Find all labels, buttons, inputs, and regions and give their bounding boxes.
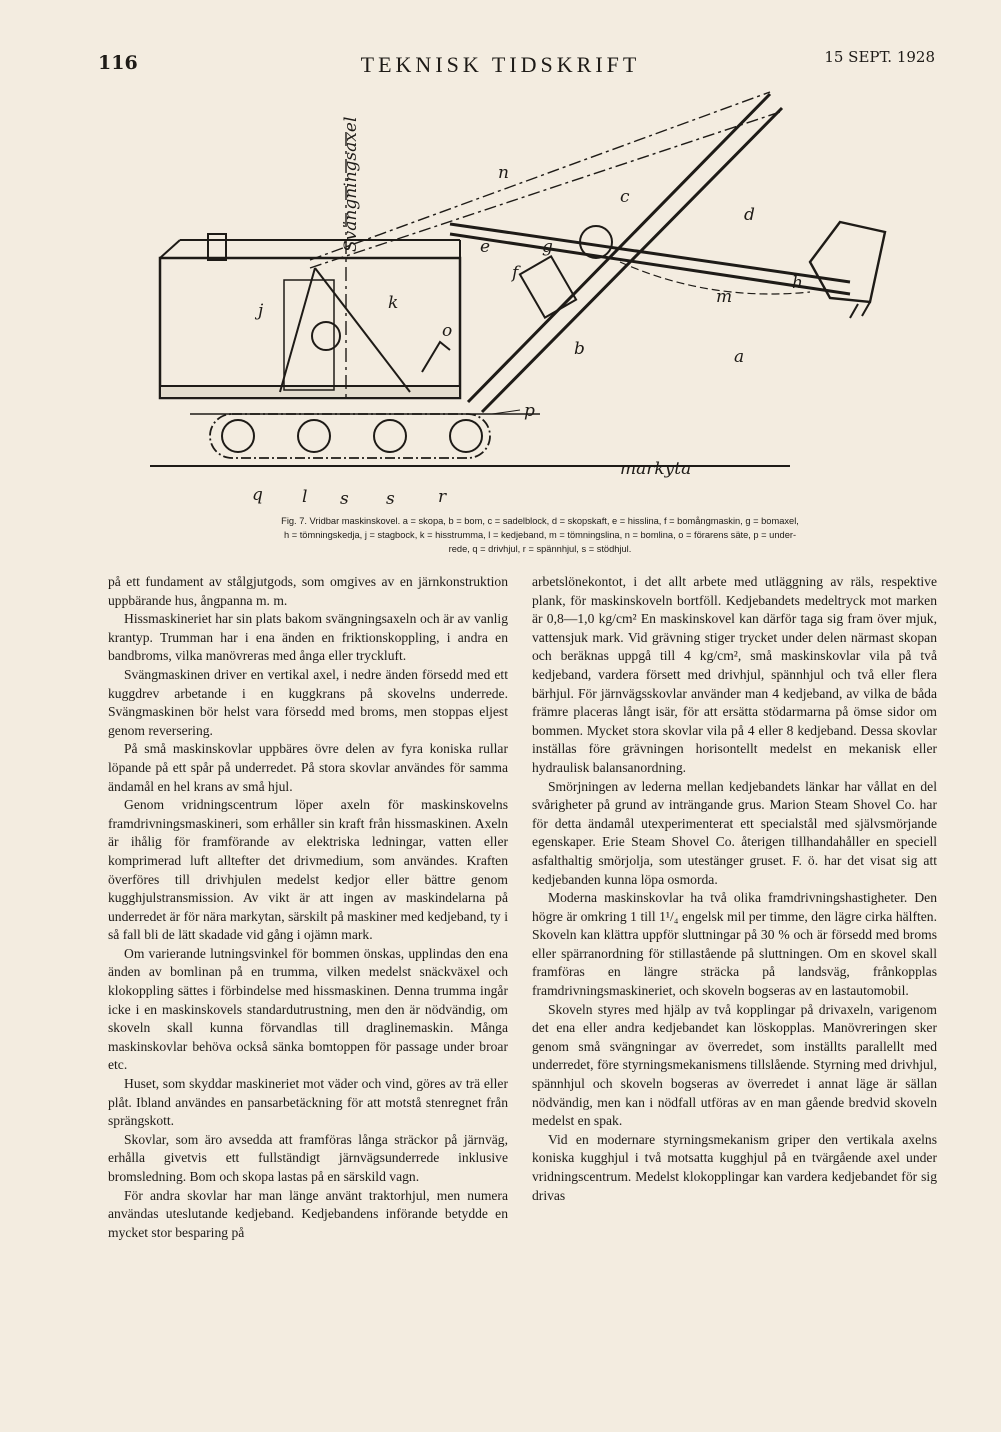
paragraph: Om varierande lutningsvinkel för bommen önskas, upplindas den ena änden av bomlinan på en trumma, vilken medelst snäckväxel och klokoppling sättes i förbindelse med hissmaskinen. Denna trumma ingår icke i en maskinskovels standardutrustning, men den är nödvändig, om skoveln skall kunna förvandlas till draglinemaskin. Många maskinskovlar behöva också sänka bomtoppen för passage under broar etc. — [108, 945, 508, 1073]
label-o: o — [442, 321, 453, 341]
label-k: k — [388, 293, 399, 313]
label-markyta: markyta — [620, 459, 692, 479]
paragraph: Skoveln styres med hjälp av två kopplingar på drivaxeln, varigenom det ena eller andra kedjebandet kan löskopplas. Manövreringen sker genom små svängningar av överredet, som inställts parallellt med underredet, före styrningsmekanismens tillslående. Styrning med drivhjul, spännhjul och skoveln bogseras av överredet i annat läge är sällan nödvändig, men kan i nödfall utföras av en man gående bredvid skoveln medelst en spak. — [532, 1001, 937, 1129]
label-e: e — [480, 237, 491, 257]
label-c: c — [620, 187, 630, 207]
a-frame-right — [315, 268, 410, 392]
right-column — [532, 573, 937, 1205]
chimney — [208, 234, 226, 260]
paragraph: Vid en modernare styrningsmekanism griper den vertikala axelns koniska kugghjul i två motsatta kugghjul på en tvärgående axel under vridningscentrum. Medelst klokopplingar kan vardera kedjebandet för sig drivas — [532, 1131, 937, 1203]
crawler-track — [210, 414, 490, 458]
journal-title: TEKNISK TIDSKRIFT — [360, 52, 641, 77]
dipper-stick — [450, 224, 850, 282]
caption-line-2: h = tömningskedja, j = stagbock, k = hisstrumma, l = kedjeband, m = tömningslina, n = bomlina, o = förarens säte, p = under- — [283, 530, 797, 540]
paragraph: Skovlar, som äro avsedda att framföras långa sträckor på järnväg, erhålla givetvis ett fullständigt järnvägsunderrede inklusive bromsledning. Bom och skopa lastas på en särskild vagn. — [108, 1131, 508, 1184]
support-wheel-1 — [298, 420, 330, 452]
boom-line — [310, 92, 770, 260]
label-a: a — [734, 347, 745, 367]
paragraph: på ett fundament av stålgjutgods, som omgives av en järnkonstruktion uppbärande hus, ångpanna m. m. — [108, 574, 508, 608]
left-column — [108, 573, 508, 1242]
bucket-teeth — [850, 302, 870, 318]
page-number: 116 — [98, 52, 138, 74]
label-s-1: s — [340, 489, 349, 509]
label-h: h — [792, 273, 803, 293]
machine-house — [160, 258, 460, 398]
label-s-2: s — [386, 489, 395, 509]
paragraph: Hissmaskineriet har sin plats bakom svängningsaxeln och är av vanlig krantyp. Trumman har i ena änden en friktionskoppling, i andra en bandbroms, vilka manövreras med ånga eller tryckluft. — [108, 611, 508, 664]
hoist-drum — [312, 322, 340, 350]
label-j: j — [258, 301, 264, 321]
idler-wheel — [450, 420, 482, 452]
issue-date: 15 SEPT. 1928 — [824, 48, 935, 66]
caption-line-1: Fig. 7. Vridbar maskinskovel. a = skopa, b = bom, c = sadelblock, d = skopskaft, e = hisslina, f = bomångmaskin, g = bomaxel, — [281, 516, 799, 526]
label-q: q — [252, 485, 263, 505]
paragraph: arbetslönekontot, i det allt arbete med utläggning av räls, respektive plank, för maskinskoveln bortföll. Kedjebandets medeltryck mot marken är 0,8—1,0 kg/cm² En maskinskovel kan därför taga sig fram över mjuk, vattensjuk mark. Vid grävning stiger trycket under delen närmast skopan och beräknas uppgå till 4 kg/cm², små maskinskovlar vila på två kedjeband, vardera försett med drivhjul, spännhjul och två eller flera bärhjul. För järnvägsskovlar använder man 4 kedjeband, av vilka de båda främre placeras långt isär, för att ersätta stödarmarna på ömse sidor om bommen. Mycket stora skovlar vila på 4 eller 8 kedjeband. Dessa skovlar inställas före grävningen horisontellt medelst en mekanisk eller hydraulisk balansanordning. — [532, 574, 937, 775]
hoist-frame — [284, 280, 334, 390]
label-m: m — [716, 287, 733, 307]
paragraph: Smörjningen av lederna mellan kedjebandets länkar har vållat en del svårigheter på grund av inträngande grus. Marion Steam Shovel Co. har för detta ändamål utexperimenterat ett specialstål med självsmörjande egenskaper. Erie Steam Shovel Co. återigen tillhandahåller en speciell asfalthaltig smörjolja, som utestänger gruset. F. ö. har det visat sig att kedjebanden kunna löpa osmorda. — [532, 778, 937, 887]
paragraph: Genom vridningscentrum löper axeln för maskinskovelns framdrivningsmaskineri, som erhåller sin kraft från hissmaskinen. Axeln är ihålig för framförande av elektriska ledningar, vatten eller komprimerad luft alltefter det drivmedium, som användes. Kraften överföres till drivhjulen medelst kedjor eller bättre genom kugghjulstransmission. Av vikt är att ingen av maskindelarna på underredet är för nära markytan, särskilt på maskiner med kedjeband, ty i så fall bli de lätt skadade vid gång i ojämn mark. — [108, 797, 508, 943]
operator-seat — [422, 342, 450, 372]
label-f: f — [512, 263, 519, 283]
label-r: r — [438, 487, 447, 507]
dumping-line — [620, 262, 810, 294]
saddle-block — [580, 226, 612, 258]
shovel-drawing — [150, 72, 920, 512]
paragraph: Moderna maskinskovlar ha två olika framdrivningshastigheter. Den högre är omkring 1 till 1¹/₄ engelsk mil per timme, den lägre cirka hälften. Skoveln kan klättra uppför sluttningar på 30 % och är försedd med broms eller spärranordning för stillastående på sluttningen. Om en skovel skall framföras en längre sträcka på landsväg, frånkopplas framdrivningsmaskineriet, och skoveln bogseras av en lastautomobil. — [532, 890, 937, 999]
label-d: d — [744, 205, 755, 225]
paragraph: Svängmaskinen driver en vertikal axel, i nedre änden försedd med ett kuggdrev arbetande i en kuggkrans på skovelns underrede. Svängmaskinen bör helst vara försedd med broms, men stoppas eljest genom reversering. — [108, 666, 508, 738]
drive-wheel — [222, 420, 254, 452]
boom-engine — [520, 256, 576, 317]
label-g: g — [542, 237, 553, 257]
figure-caption — [170, 514, 910, 556]
label-p: p — [524, 401, 535, 421]
label-n: n — [498, 163, 509, 183]
label-b: b — [574, 339, 585, 359]
paragraph: På små maskinskovlar uppbäres övre delen av fyra koniska rullar löpande på ett spår på underredet. På stora skovlar användes för samma ändamål en hel krans av små hjul. — [108, 741, 508, 794]
paragraph: För andra skovlar har man länge använt traktorhjul, men numera användas uteslutande kedjeband. Kedjebandens införande betydde en mycket stor besparing på — [108, 1187, 508, 1240]
support-wheel-2 — [374, 420, 406, 452]
house-roof-edge — [160, 240, 180, 258]
paragraph: Huset, som skyddar maskineriet mot väder och vind, göres av trä eller plåt. Ibland användes en pansarbetäckning för att motstå stenregnet från sprängskott. — [108, 1076, 508, 1129]
label-svangningsaxel: Svängningsaxel — [341, 116, 361, 252]
caption-line-3: rede, q = drivhjul, r = spännhjul, s = stödhjul. — [448, 544, 632, 554]
label-l: l — [302, 487, 308, 507]
a-frame-left — [280, 268, 315, 392]
house-base — [160, 386, 460, 398]
shovel-figure — [150, 72, 920, 512]
